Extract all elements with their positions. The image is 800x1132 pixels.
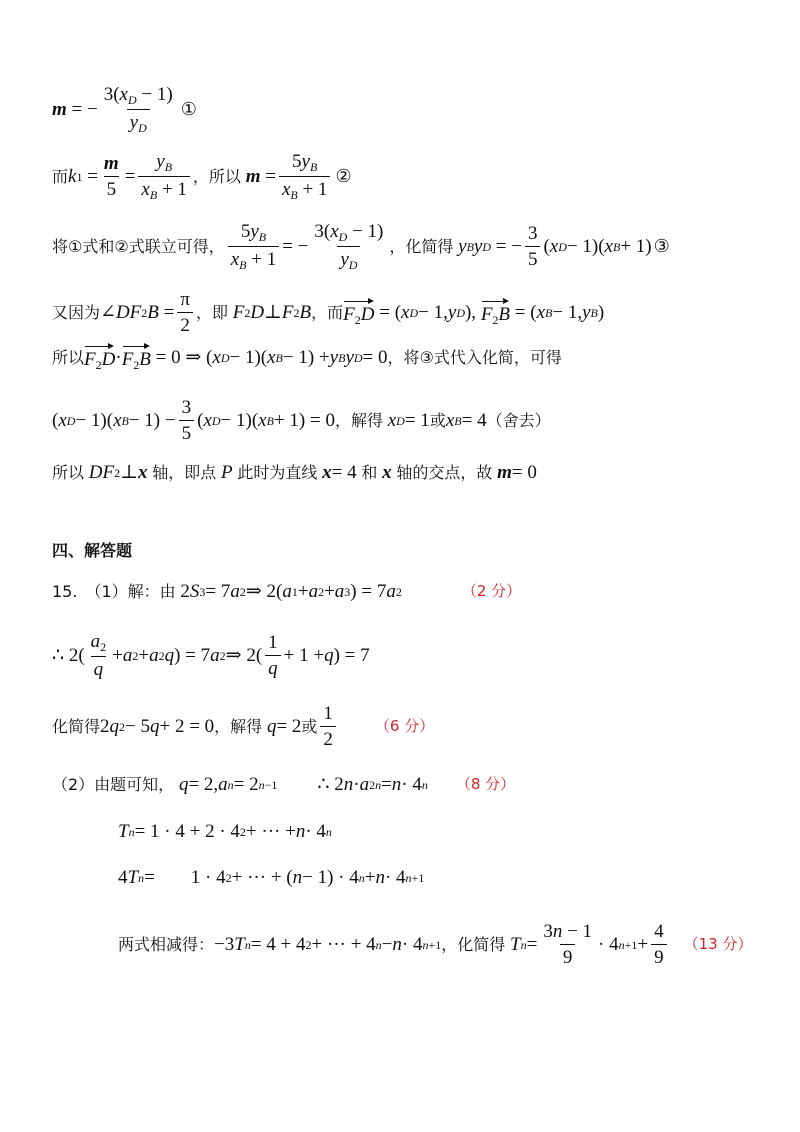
q15-part1-line: 15. （1）解：由 2 S 3 = 7 a 2 ⇒ 2( a 1 + a 2 + a 3 ) = 7 a 2 （2 分） xyxy=(52,581,522,602)
equation-k1-line: 而 k 1 = $\frac{m}{5}$ = $\frac{y_B}{x_B + 1}$ ，所以 m = $\frac{5y_B}{x_B + 1}$ ② xyxy=(52,151,352,202)
tn-sum-line: T n = 1 · 4 + 2 · 4 2 + ··· + n · 4 n xyxy=(118,821,332,842)
subtract-line: 两式相减得： −3 T n = 4 + 4 2 + ··· + 4 n − n · 4 n+1 ，化简得 T n = $\frac{3n - 1}{9}$ · 4 n+1 + $\frac{4}{9}$ （13 分） xyxy=(118,921,753,968)
score-2: （2 分） xyxy=(461,582,522,600)
frac-m: $\frac{3(x_D - 1)}{y_D}$ xyxy=(103,84,173,135)
score-13: （13 分） xyxy=(683,935,753,953)
dot-product-line: 所以 $F_2D$ · $F_2B$ = 0 ⇒ ( x D − 1)( x B − 1) + y B y D = 0 ，将③式代入化简，可得 xyxy=(52,344,562,371)
eq-m: m = − xyxy=(52,99,98,120)
q15-substitute-line: ∴ 2( $a_2$ q + a 2 + a 2 q ) = 7 a 2 ⇒ 2( 1 q + 1 + q ) = 7 xyxy=(52,631,370,680)
4tn-sum-line: 4 T n = 1 · 4 2 + ··· + ( n − 1) · 4 n + n · 4 n+1 xyxy=(118,867,425,888)
marker-2: ② xyxy=(335,165,352,187)
marker-1: ① xyxy=(180,98,197,120)
equation-m-line xyxy=(52,85,197,134)
conclusion-line: 所以 DF 2 ⊥ x 轴，即点 P 此时为直线 x = 4 和 x 轴的交点，故 m = 0 xyxy=(52,462,537,483)
score-6: （6 分） xyxy=(374,717,435,735)
solve-line: ( x D − 1)( x B − 1) − $\frac{3}{5}$ ( x D − 1)( x B + 1) = 0 ，解得 x D = 1 或 x B = 4 （舍去） xyxy=(52,397,551,444)
angle-line: 又因为 ∠ DF 2 B = $\frac{\pi}{2}$ ，即 F 2 D ⊥ F 2 B ，而 $F_2D$ = ( x D − 1, y D ), $F_2B$ = ( x B − 1, y B ) xyxy=(52,289,605,336)
q15-part2-line: （2）由题可知， q = 2, a n = 2 n−1 ∴ 2 n · a 2n = n · 4 n （8 分） xyxy=(52,774,516,795)
combine-line: 将①式和②式联立可得， $\frac{5y_B}{x_B + 1}$ = − $\frac{3(x_D - 1)}{y_D}$ ，化简得 y B y D = − $\frac{3}{5}$ ( x D − 1)( x B + 1) ③ xyxy=(52,221,670,272)
q15-quadratic-line: 化简得 2 q 2 − 5 q + 2 = 0 ，解得 q = 2 或 1 2 （6 分） xyxy=(52,703,435,750)
marker-3: ③ xyxy=(653,235,670,257)
score-8: （8 分） xyxy=(455,775,516,793)
section-heading: 四、解答题 xyxy=(52,541,133,560)
